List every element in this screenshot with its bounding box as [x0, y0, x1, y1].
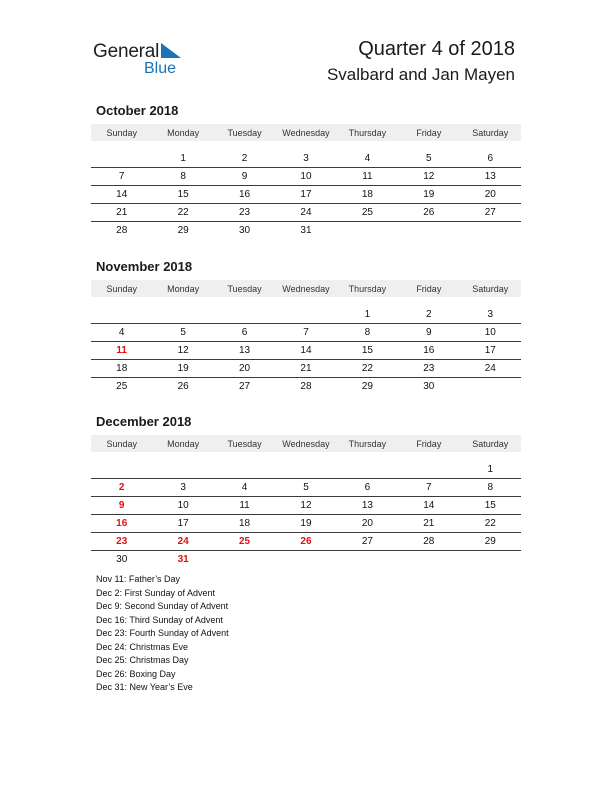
empty-day-cell: [337, 551, 398, 569]
triangle-flag-icon: [159, 42, 183, 60]
day-cell: 11: [214, 497, 275, 515]
day-cell: 28: [300, 381, 312, 392]
page-title: Quarter 4 of 2018: [358, 38, 515, 60]
day-cell: 22: [337, 360, 398, 378]
empty-day-cell: [214, 461, 275, 479]
day-cell: 18: [337, 186, 398, 204]
day-cell: 10: [460, 324, 521, 342]
weekday-header: Monday: [152, 124, 213, 141]
day-cell: 28: [116, 225, 128, 236]
empty-day-cell: [214, 551, 275, 569]
day-cell: 26: [177, 381, 189, 392]
weekday-header: Saturday: [460, 280, 521, 297]
week-row: [91, 204, 521, 222]
week-row: [91, 479, 521, 497]
empty-day-cell: [91, 150, 152, 168]
day-cell: 23: [398, 360, 459, 378]
day-cell: 12: [398, 168, 459, 186]
day-cell: 25: [337, 204, 398, 222]
spacer-cell: [91, 297, 521, 306]
holiday-note: Dec 25: Christmas Day: [96, 655, 189, 665]
empty-day-cell: [337, 222, 398, 240]
weekday-header-row: [91, 435, 521, 452]
day-cell: 20: [214, 360, 275, 378]
day-cell: 30: [116, 554, 128, 565]
weekday-header: Sunday: [91, 435, 152, 452]
day-cell: 28: [398, 533, 459, 551]
day-cell: 1: [152, 150, 213, 168]
day-cell: 15: [152, 186, 213, 204]
day-cell: 2: [214, 150, 275, 168]
day-cell: 13: [214, 342, 275, 360]
day-cell: 4: [337, 150, 398, 168]
day-cell: 19: [152, 360, 213, 378]
day-cell: 3: [460, 306, 521, 324]
day-cell: 31: [177, 554, 189, 565]
day-cell: 2: [398, 306, 459, 324]
day-cell: 3: [152, 479, 213, 497]
day-cell: 8: [337, 324, 398, 342]
weekday-header-row: [91, 124, 521, 141]
day-cell: 24: [275, 204, 336, 222]
day-cell: 15: [337, 342, 398, 360]
weekday-header-row: [91, 280, 521, 297]
day-cell: 30: [238, 225, 251, 236]
day-cell: 13: [460, 168, 521, 186]
day-cell: 31: [300, 225, 312, 236]
spacer-row: [91, 297, 521, 306]
month-calendar-october: [91, 103, 521, 239]
day-cell: 21: [275, 360, 336, 378]
day-cell: 8: [460, 479, 521, 497]
week-row: [91, 186, 521, 204]
day-cell: 7: [91, 168, 152, 186]
day-cell: 8: [152, 168, 213, 186]
holiday-note: Dec 23: Fourth Sunday of Advent: [96, 628, 229, 638]
calendar-table: [91, 280, 521, 395]
day-cell: 5: [275, 479, 336, 497]
weekday-header: Saturday: [460, 435, 521, 452]
calendar-table: [91, 435, 521, 568]
weekday-header: Thursday: [337, 280, 398, 297]
day-cell: 27: [337, 533, 398, 551]
month-title: December 2018: [96, 414, 192, 429]
day-cell: 5: [398, 150, 459, 168]
day-cell: 4: [214, 479, 275, 497]
empty-day-cell: [214, 306, 275, 324]
weekday-header: Saturday: [460, 124, 521, 141]
day-cell: 16: [214, 186, 275, 204]
day-cell: 29: [460, 533, 521, 551]
day-cell: 30: [423, 381, 435, 392]
week-row: [91, 222, 521, 240]
weekday-header: Friday: [398, 435, 459, 452]
day-cell: 3: [275, 150, 336, 168]
day-cell: 20: [460, 186, 521, 204]
day-cell: 10: [152, 497, 213, 515]
week-row: [91, 342, 521, 360]
weekday-header: Wednesday: [275, 124, 336, 141]
weekday-header: Sunday: [91, 280, 152, 297]
empty-day-cell: [398, 461, 459, 479]
day-cell: 25: [116, 381, 128, 392]
spacer-cell: [91, 141, 521, 150]
day-cell: 15: [460, 497, 521, 515]
day-cell: 23: [91, 533, 152, 551]
empty-day-cell: [337, 461, 398, 479]
day-cell: 6: [337, 479, 398, 497]
day-cell: 6: [214, 324, 275, 342]
day-cell: 2: [91, 479, 152, 497]
weekday-header: Wednesday: [275, 280, 336, 297]
day-cell: 18: [214, 515, 275, 533]
weekday-header: Thursday: [337, 435, 398, 452]
empty-day-cell: [91, 461, 152, 479]
brand-logo: [93, 40, 193, 80]
day-cell: 26: [275, 533, 336, 551]
holiday-notes: [96, 573, 229, 695]
month-title: November 2018: [96, 259, 193, 274]
day-cell: 17: [275, 186, 336, 204]
month-calendar-november: [91, 259, 521, 395]
month-calendar-december: [91, 414, 521, 568]
empty-day-cell: [275, 551, 336, 569]
spacer-row: [91, 452, 521, 461]
brand-blue-text: Blue: [144, 60, 177, 77]
weekday-header: Thursday: [337, 124, 398, 141]
empty-day-cell: [91, 306, 152, 324]
weekday-header: Sunday: [91, 124, 152, 141]
day-cell: 21: [91, 204, 152, 222]
weekday-header: Wednesday: [275, 435, 336, 452]
brand-general-text: General: [93, 41, 160, 62]
holiday-note: Nov 11: Father’s Day: [96, 574, 181, 584]
week-row: [91, 168, 521, 186]
empty-day-cell: [152, 461, 213, 479]
day-cell: 19: [398, 186, 459, 204]
weekday-header: Tuesday: [214, 124, 275, 141]
weekday-header: Friday: [398, 124, 459, 141]
day-cell: 11: [91, 342, 152, 360]
holiday-note: Dec 26: Boxing Day: [96, 668, 176, 679]
day-cell: 25: [214, 533, 275, 551]
day-cell: 1: [460, 461, 521, 479]
day-cell: 16: [398, 342, 459, 360]
spacer-cell: [91, 452, 521, 461]
day-cell: 29: [177, 225, 189, 236]
empty-day-cell: [275, 306, 336, 324]
empty-day-cell: [460, 222, 521, 240]
day-cell: 9: [91, 497, 152, 515]
week-row: [91, 324, 521, 342]
holiday-note: Dec 2: First Sunday of Advent: [96, 587, 216, 598]
month-title: October 2018: [96, 103, 179, 118]
day-cell: 13: [337, 497, 398, 515]
week-row: [91, 515, 521, 533]
day-cell: 14: [275, 342, 336, 360]
day-cell: 4: [91, 324, 152, 342]
day-cell: 6: [460, 150, 521, 168]
day-cell: 11: [337, 168, 398, 186]
week-row: [91, 497, 521, 515]
weekday-header: Friday: [398, 280, 459, 297]
spacer-row: [91, 141, 521, 150]
empty-day-cell: [398, 551, 459, 569]
day-cell: 24: [152, 533, 213, 551]
day-cell: 24: [460, 360, 521, 378]
holiday-note: Dec 16: Third Sunday of Advent: [96, 614, 223, 625]
day-cell: 27: [460, 204, 521, 222]
day-cell: 22: [152, 204, 213, 222]
page-subtitle: Svalbard and Jan Mayen: [326, 65, 515, 84]
day-cell: 7: [398, 479, 459, 497]
week-row: [91, 378, 521, 396]
weekday-header: Tuesday: [214, 280, 275, 297]
day-cell: 19: [275, 515, 336, 533]
calendar-table: [91, 124, 521, 239]
empty-day-cell: [460, 551, 521, 569]
weekday-header: Monday: [152, 435, 213, 452]
day-cell: 7: [275, 324, 336, 342]
day-cell: 10: [275, 168, 336, 186]
day-cell: 12: [152, 342, 213, 360]
week-row: [91, 533, 521, 551]
week-row: [91, 150, 521, 168]
holiday-note: Dec 9: Second Sunday of Advent: [96, 601, 229, 611]
day-cell: 20: [337, 515, 398, 533]
day-cell: 12: [275, 497, 336, 515]
day-cell: 23: [214, 204, 275, 222]
empty-day-cell: [152, 306, 213, 324]
day-cell: 9: [214, 168, 275, 186]
weekday-header: Tuesday: [214, 435, 275, 452]
holiday-note: Dec 24: Christmas Eve: [96, 641, 189, 652]
empty-day-cell: [460, 378, 521, 396]
weekday-header: Monday: [152, 280, 213, 297]
week-row: [91, 551, 521, 569]
empty-day-cell: [275, 461, 336, 479]
day-cell: 17: [460, 342, 521, 360]
week-row: [91, 461, 521, 479]
day-cell: 14: [91, 186, 152, 204]
week-row: [91, 360, 521, 378]
day-cell: 14: [398, 497, 459, 515]
day-cell: 18: [91, 360, 152, 378]
week-row: [91, 306, 521, 324]
day-cell: 5: [152, 324, 213, 342]
day-cell: 9: [398, 324, 459, 342]
empty-day-cell: [398, 222, 459, 240]
day-cell: 22: [460, 515, 521, 533]
day-cell: 16: [91, 515, 152, 533]
day-cell: 27: [238, 381, 251, 392]
day-cell: 1: [337, 306, 398, 324]
day-cell: 21: [398, 515, 459, 533]
day-cell: 26: [398, 204, 459, 222]
holiday-note: Dec 31: New Year’s Eve: [96, 682, 193, 692]
day-cell: 29: [361, 381, 373, 392]
day-cell: 17: [152, 515, 213, 533]
